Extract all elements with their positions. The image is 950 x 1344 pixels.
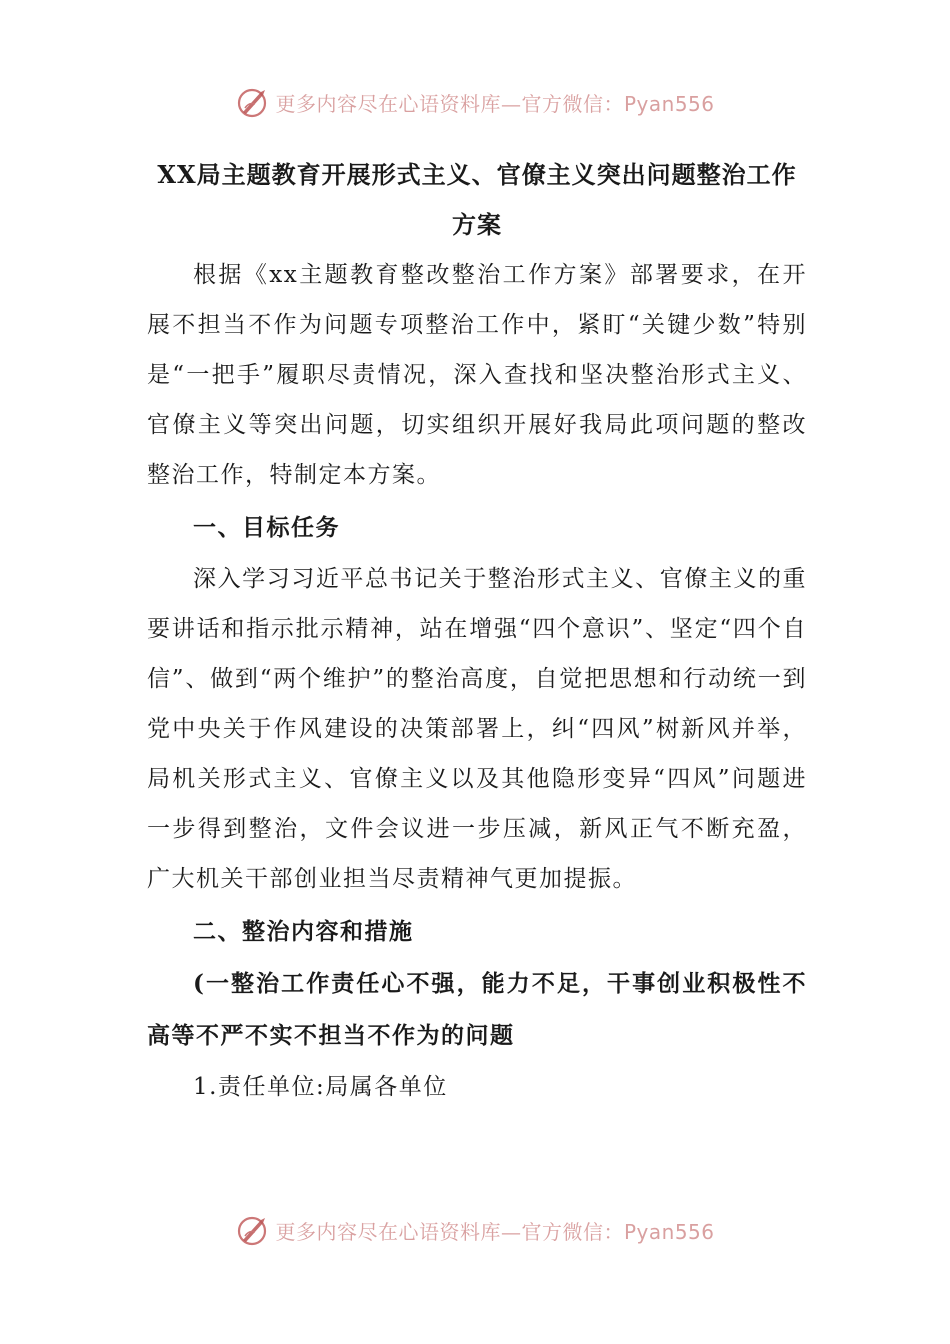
watermark-text: 更多内容尽在心语资料库—官方微信：Pyan556 [275, 91, 715, 116]
intro-paragraph: 根据《xx主题教育整改整治工作方案》部署要求，在开展不担当不作为问题专项整治工作中，紧盯“关键少数”特别是“一把手”履职尽责情况，深入查找和坚决整治形式主义、官僚主义等突出问题，切实组织开展好我局此项问题的整改整治工作，特制定本方案。 [147, 262, 807, 488]
list-item-responsible-unit: 1.责任单位:局属各单位 [193, 1074, 448, 1100]
document-title: XX局主题教育开展形式主义、官僚主义突出问题整治工作方案 [157, 160, 797, 239]
watermark-text: 更多内容尽在心语资料库—官方微信：Pyan556 [275, 1219, 715, 1244]
pen-logo-icon [235, 1212, 271, 1248]
goals-paragraph: 深入学习习近平总书记关于整治形式主义、官僚主义的重要讲话和指示批示精神，站在增强“四个意识”、坚定“四个自信”、做到“两个维护”的整治高度，自觉把思想和行动统一到党中央关于作风建设的决策部署上，纠“四风”树新风并举，局机关形式主义、官僚主义以及其他隐形变异“四风”问题进一步得到整治，文件会议进一步压减，新风正气不断充盈，广大机关干部创业担当尽责精神气更加提振。 [147, 566, 807, 892]
section-heading-goals: 一、目标任务 [193, 514, 340, 541]
section-heading-measures: 二、整治内容和措施 [193, 918, 414, 945]
subsection-heading-1: (一整治工作责任心不强，能力不足，干事创业积极性不高等不严不实不担当不作为的问题 [147, 970, 807, 1049]
watermark-header [0, 82, 950, 122]
document-body [147, 150, 807, 1112]
pen-logo-icon [235, 84, 271, 120]
watermark-footer [0, 1210, 950, 1250]
